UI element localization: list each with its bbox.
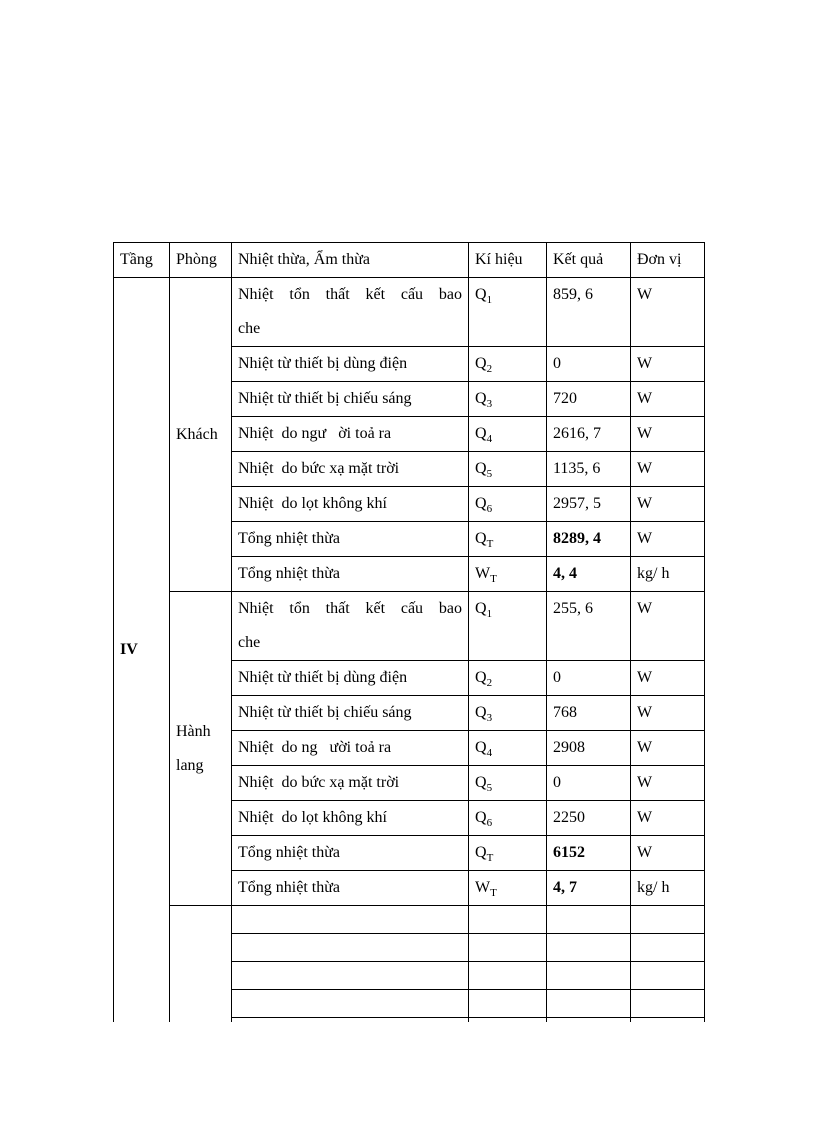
description-cell: Nhiệt do lọt không khí <box>232 801 469 836</box>
description-cell: Nhiệt tổn thất kết cấu bao che <box>232 592 469 661</box>
description-cell <box>232 934 469 962</box>
unit-cell: W <box>631 836 705 871</box>
header-floor: Tầng <box>114 243 170 278</box>
symbol-cell <box>469 934 547 962</box>
unit-cell: W <box>631 801 705 836</box>
value-cell <box>547 990 631 1018</box>
unit-cell: W <box>631 731 705 766</box>
value-cell: 255, 6 <box>547 592 631 661</box>
symbol-cell: $W_T$ <box>469 557 547 592</box>
symbol-cell: $Q_4$ <box>469 417 547 452</box>
value-cell <box>547 962 631 990</box>
value-cell <box>547 1018 631 1022</box>
description-cell: Tổng nhiệt thừa <box>232 557 469 592</box>
unit-cell: W <box>631 592 705 661</box>
unit-cell <box>631 990 705 1018</box>
room-name-corridor: Hành lang <box>170 592 232 906</box>
description-cell: Tổng nhiệt thừa <box>232 836 469 871</box>
symbol-cell: $Q_5$ <box>469 452 547 487</box>
value-cell: 0 <box>547 766 631 801</box>
header-symbol: Kí hiệu <box>469 243 547 278</box>
unit-cell: W <box>631 382 705 417</box>
table-header-row <box>114 243 705 278</box>
value-cell: 4, 7 <box>547 871 631 906</box>
unit-cell <box>631 962 705 990</box>
symbol-cell: $Q_3$ <box>469 696 547 731</box>
room-name-guest: Khách <box>170 278 232 592</box>
unit-cell: W <box>631 522 705 557</box>
table-row <box>114 278 705 347</box>
symbol-cell: $Q_3$ <box>469 382 547 417</box>
unit-cell: W <box>631 278 705 347</box>
value-cell: 859, 6 <box>547 278 631 347</box>
unit-cell: W <box>631 696 705 731</box>
value-cell <box>547 934 631 962</box>
unit-cell: kg/ h <box>631 871 705 906</box>
unit-cell: W <box>631 661 705 696</box>
unit-cell: W <box>631 452 705 487</box>
unit-cell: kg/ h <box>631 557 705 592</box>
symbol-cell: $Q_2$ <box>469 661 547 696</box>
value-cell <box>547 906 631 934</box>
description-cell: Nhiệt từ thiết bị chiếu sáng <box>232 696 469 731</box>
description-cell: Nhiệt do bức xạ mặt trời <box>232 452 469 487</box>
symbol-cell: $Q_6$ <box>469 487 547 522</box>
description-cell <box>232 1018 469 1022</box>
symbol-cell: $Q_T$ <box>469 522 547 557</box>
symbol-cell: $Q_4$ <box>469 731 547 766</box>
value-cell: 2908 <box>547 731 631 766</box>
header-result: Kết quả <box>547 243 631 278</box>
header-room: Phòng <box>170 243 232 278</box>
symbol-cell: $Q_1$ <box>469 278 547 347</box>
value-cell: 1135, 6 <box>547 452 631 487</box>
description-cell: Nhiệt tổn thất kết cấu bao che <box>232 278 469 347</box>
description-cell: Nhiệt do ngư ời toả ra <box>232 417 469 452</box>
unit-cell <box>631 906 705 934</box>
unit-cell: W <box>631 766 705 801</box>
symbol-cell <box>469 906 547 934</box>
header-unit: Đơn vị <box>631 243 705 278</box>
symbol-cell: $W_T$ <box>469 871 547 906</box>
description-cell: Nhiệt do lọt không khí <box>232 487 469 522</box>
symbol-cell <box>469 962 547 990</box>
value-cell: 768 <box>547 696 631 731</box>
table-row <box>114 906 705 934</box>
description-cell: Tổng nhiệt thừa <box>232 871 469 906</box>
value-cell: 2616, 7 <box>547 417 631 452</box>
value-cell: 0 <box>547 347 631 382</box>
floor-cell: IV <box>114 278 170 1022</box>
unit-cell: W <box>631 347 705 382</box>
symbol-cell: $Q_1$ <box>469 592 547 661</box>
description-cell: Nhiệt từ thiết bị dùng điện <box>232 347 469 382</box>
description-cell: Nhiệt do bức xạ mặt trời <box>232 766 469 801</box>
symbol-cell: $Q_6$ <box>469 801 547 836</box>
value-cell: 4, 4 <box>547 557 631 592</box>
table-row <box>114 592 705 661</box>
description-cell: Nhiệt do ng ười toả ra <box>232 731 469 766</box>
value-cell: 2250 <box>547 801 631 836</box>
description-cell <box>232 906 469 934</box>
description-cell <box>232 990 469 1018</box>
description-cell: Nhiệt từ thiết bị chiếu sáng <box>232 382 469 417</box>
description-cell: Tổng nhiệt thừa <box>232 522 469 557</box>
description-cell: Nhiệt từ thiết bị dùng điện <box>232 661 469 696</box>
symbol-cell: $Q_5$ <box>469 766 547 801</box>
symbol-cell: $Q_T$ <box>469 836 547 871</box>
symbol-cell <box>469 1018 547 1022</box>
heat-moisture-table <box>113 242 705 1022</box>
value-cell: 8289, 4 <box>547 522 631 557</box>
value-cell: 0 <box>547 661 631 696</box>
unit-cell: W <box>631 417 705 452</box>
description-cell <box>232 962 469 990</box>
value-cell: 2957, 5 <box>547 487 631 522</box>
unit-cell <box>631 934 705 962</box>
unit-cell <box>631 1018 705 1022</box>
value-cell: 6152 <box>547 836 631 871</box>
value-cell: 720 <box>547 382 631 417</box>
room-name-empty <box>170 906 232 1022</box>
unit-cell: W <box>631 487 705 522</box>
symbol-cell <box>469 990 547 1018</box>
header-description: Nhiệt thừa, Ẩm thừa <box>232 243 469 278</box>
symbol-cell: $Q_2$ <box>469 347 547 382</box>
